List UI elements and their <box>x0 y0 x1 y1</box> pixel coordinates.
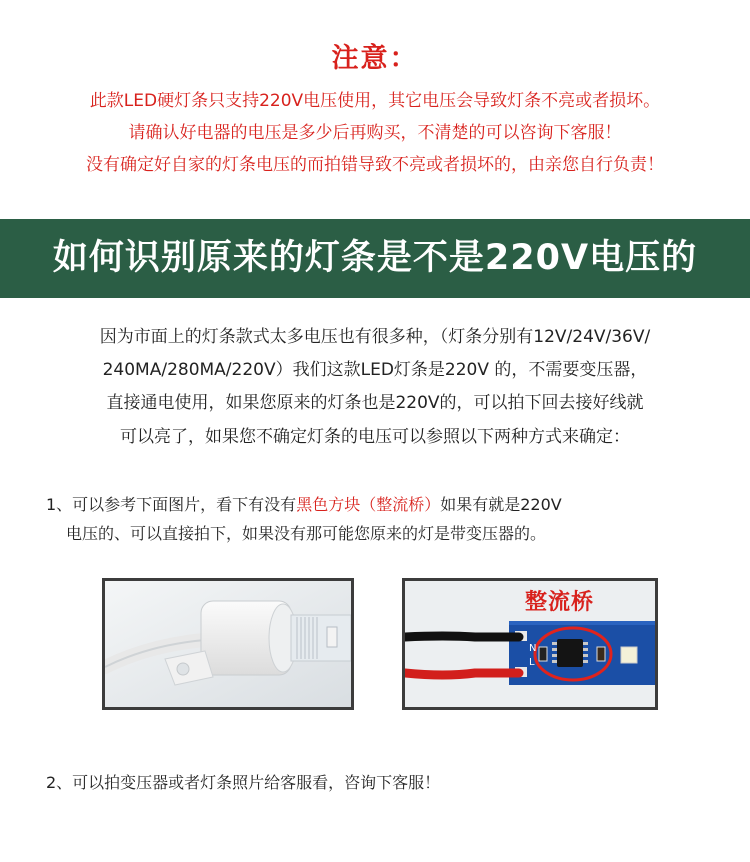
notice-line-3: 没有确定好自家的灯条电压的而拍错导致不亮或者损坏的，由亲您自行负责！ <box>86 155 664 175</box>
intro-line-3: 直接通电使用，如果您原来的灯条也是220V的，可以拍下回去接好线就 <box>106 393 644 413</box>
photo-rectifier-bridge <box>402 578 658 710</box>
notice-title: 注意： <box>331 43 419 74</box>
step1-text-after: 如果有就是220V <box>440 495 562 514</box>
intro-line-1: 因为市面上的灯条款式太多电压也有很多种，（灯条分别有12V/24V/36V/ <box>99 327 651 347</box>
step1-text-before: 1、可以参考下面图片，看下有没有 <box>46 495 297 514</box>
section-banner: 如何识别原来的灯条是不是220V电压的 <box>0 219 750 298</box>
step1-line-2: 电压的、可以直接拍下，如果没有那可能您原来的灯是带变压器的。 <box>66 524 547 543</box>
photo-strip-endcap <box>102 578 354 710</box>
notice-line-2: 请确认好电器的电压是多少后再购买，不清楚的可以咨询下客服！ <box>128 123 622 143</box>
rectifier-bridge-label: 整流桥 <box>525 590 595 615</box>
step2-line: 2、可以拍变压器或者灯条照片给客服看，咨询下客服！ <box>46 773 441 792</box>
step1-highlight: 黑色方块（整流桥） <box>296 495 441 514</box>
pcb-n-label: N <box>529 643 537 654</box>
intro-line-4: 可以亮了，如果您不确定灯条的电压可以参照以下两种方式来确定： <box>120 427 630 447</box>
pcb-l-label: L <box>529 657 535 668</box>
step1-line-1 <box>46 492 562 515</box>
endcap-illustration <box>105 581 351 707</box>
notice-line-1: 此款LED硬灯条只支持220V电压使用，其它电压会导致灯条不亮或者损坏。 <box>89 91 661 111</box>
intro-line-2: 240MA/280MA/220V）我们这款LED灯条是220V 的，不需要变压器， <box>102 360 648 380</box>
